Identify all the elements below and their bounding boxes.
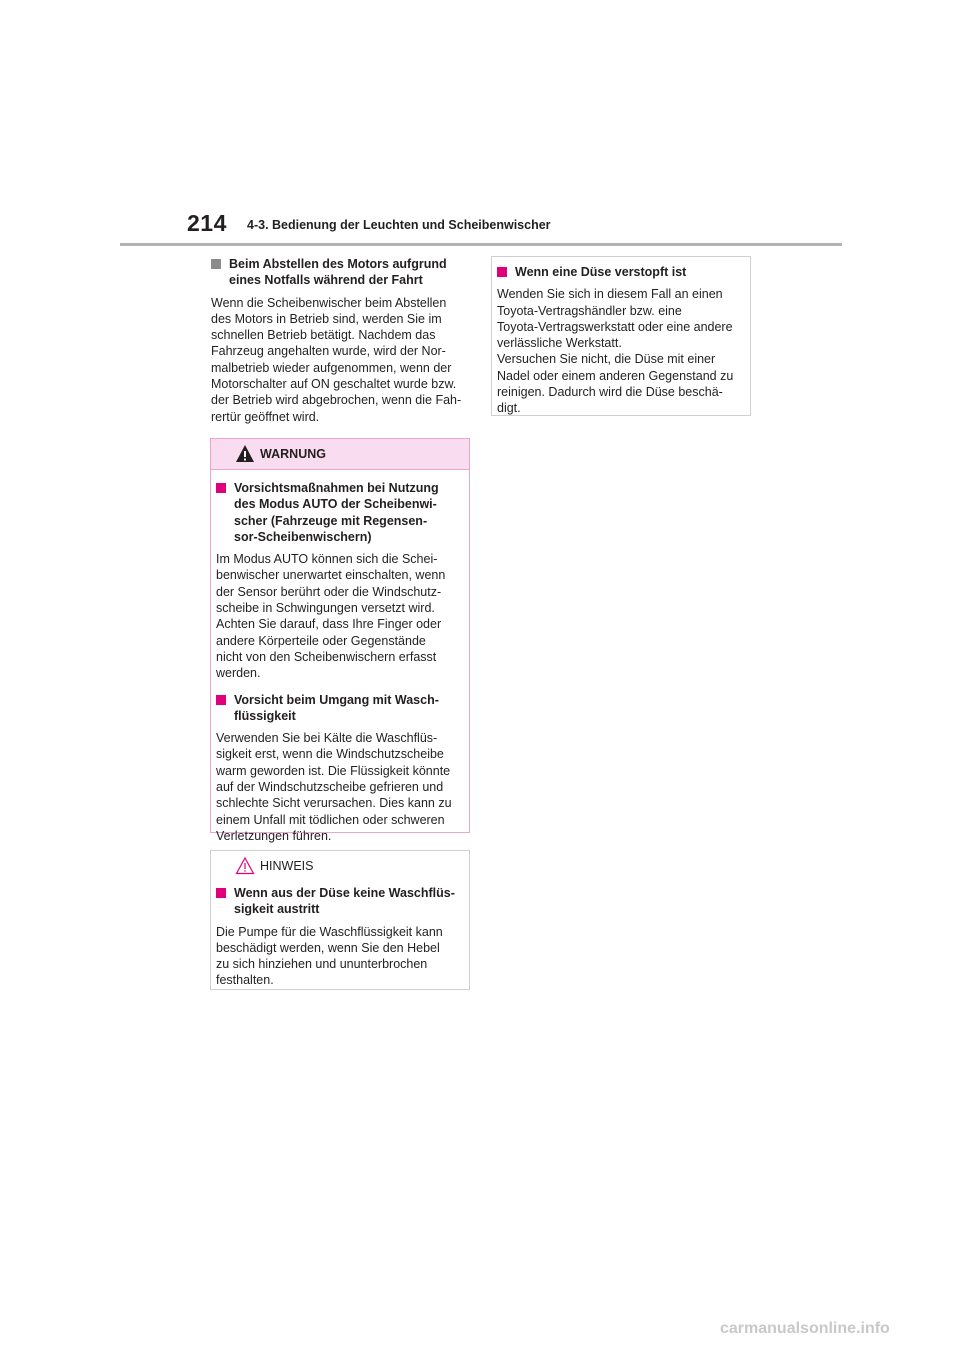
notice-box — [210, 850, 470, 990]
warning-title: WARNUNG — [260, 447, 326, 461]
nozzle-clogged-box — [491, 256, 751, 416]
warning-item-text: Im Modus AUTO können sich die Schei- benwischer unerwartet einschalten, wenn der Sensor berührt oder die Windschutz- scheibe in Schwingungen versetzt wird. Achten Sie darauf, dass Ihre Finger oder andere Körperteile oder Gegenstände nicht von den Scheibenwischern erfasst werden. — [216, 552, 446, 681]
bullet-square-icon — [216, 695, 226, 705]
nozzle-clogged-box-body — [492, 257, 750, 425]
section-heading-text: Wenn eine Düse verstopft ist — [515, 265, 687, 279]
warning-box-header — [211, 439, 469, 470]
section-heading — [497, 264, 745, 280]
section-heading — [211, 256, 473, 289]
emergency-stop-section — [211, 256, 473, 425]
notice-box-header — [211, 851, 469, 881]
warning-item-heading — [216, 480, 464, 545]
warning-item-heading-text: Vorsichtsmaßnahmen bei Nutzung des Modus AUTO der Scheibenwi- scher (Fahrzeuge mit Regensen- sor-Scheibenwischern) — [234, 481, 439, 544]
watermark: carmanualsonline.info — [720, 1320, 890, 1337]
page-number: 214 — [187, 210, 227, 236]
notice-item-text: Die Pumpe für die Waschflüssigkeit kann beschädigt werden, wenn Sie den Hebel zu sich hinziehen und ununterbrochen festhalten. — [216, 924, 443, 988]
section-body-text: Wenn die Scheibenwischer beim Abstellen des Motors in Betrieb sind, werden Sie im schnellen Betrieb betätigt. Nachdem das Fahrzeug angehalten wurde, wird der Nor- malbetrieb wieder aufgenommen, wenn der Motorschalter auf ON geschaltet wurde bzw. der Betrieb wird abgebrochen, wenn die Fah- rertür geöffnet wird. — [211, 295, 462, 424]
warning-triangle-icon — [235, 444, 255, 464]
notice-title: HINWEIS — [260, 859, 314, 873]
bullet-square-icon — [216, 483, 226, 493]
bullet-square-icon — [216, 888, 226, 898]
section-body-text: Wenden Sie sich in diesem Fall an einen Toyota-Vertragshändler bzw. eine Toyota-Vertragswerkstatt oder eine andere verlässliche Werkstatt. Versuchen Sie nicht, die Düse mit einer Nadel oder einem anderen Gegenstand zu reinigen. Dadurch wird die Düse beschä- digt. — [497, 287, 734, 416]
notice-item-heading-text: Wenn aus der Düse keine Waschflüs- sigkeit austritt — [234, 886, 455, 917]
notice-box-body — [211, 881, 469, 997]
warning-box — [210, 438, 470, 843]
warning-item-text: Verwenden Sie bei Kälte die Waschflüs- sigkeit erst, wenn die Windschutzscheibe warm geworden ist. Die Flüssigkeit könnte auf der Windschutzscheibe gefrieren und schlechte Sicht verursachen. Dies kann zu einem Unfall mit tödlichen oder schweren Verletzungen führen. — [216, 731, 452, 843]
header-divider — [120, 243, 842, 246]
section-heading-text: Beim Abstellen des Motors aufgrund eines Notfalls während der Fahrt — [229, 257, 447, 288]
notice-item-heading — [216, 885, 464, 918]
warning-box-body — [211, 470, 469, 852]
chapter-title: 4-3. Bedienung der Leuchten und Scheibenwischer — [247, 218, 551, 232]
bullet-square-icon — [211, 259, 221, 269]
bullet-square-icon — [497, 267, 507, 277]
notice-triangle-icon — [235, 856, 255, 876]
warning-item-heading — [216, 692, 464, 725]
warning-item-heading-text: Vorsicht beim Umgang mit Wasch- flüssigkeit — [234, 692, 439, 723]
